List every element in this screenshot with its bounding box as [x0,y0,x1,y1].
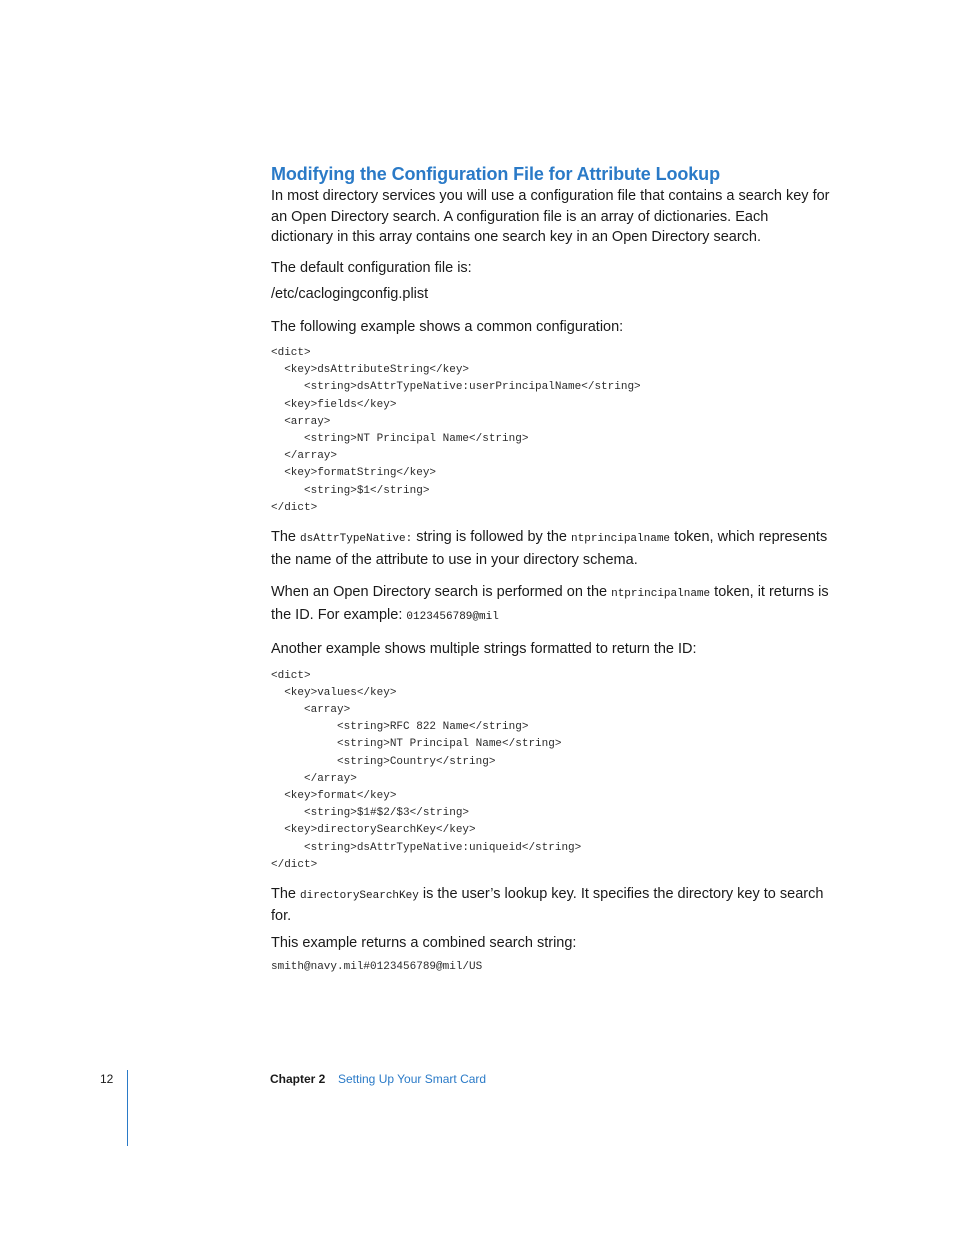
native-code-1: dsAttrTypeNative: [300,533,413,546]
search-result-paragraph [271,582,831,627]
footer-rule [127,1070,128,1146]
combined-code: smith@navy.mil#0123456789@mil/US [271,961,483,974]
search-code-1: ntprincipalname [611,588,711,601]
code-block-2: <dict> <key>values</key> <array> <string>RFC 822 Name</string> <string>NT Principal Name</string> <string>Country</string> </array> <key>format</key> <string>$1#$2/$3</string> <key>directorySearchKey</key> <string>dsAttrTypeNative:uniqueid</string> </dict> [271,669,582,871]
page-content [271,162,831,977]
intro-paragraph: In most directory services you will use a configuration file that contains a search key for an Open Directory search. A configuration file is an array of dictionaries. Each dictionary in this array contains one search key in an Open Directory search. [271,188,830,245]
native-code-2: ntprincipalname [571,533,671,546]
key-code-1: directorySearchKey [300,889,419,902]
native-text-3: token, which represents the name of the attribute to use in your directory schema. [271,529,828,568]
default-file-path: /etc/caclogingconfig.plist [271,286,429,302]
search-text-1: When an Open Directory search is performed on the [271,584,612,601]
search-text-2: token, it returns is the ID. For example: [271,584,829,623]
key-text-1: The [271,885,301,902]
lookup-key-paragraph [271,884,831,927]
chapter-label: Chapter 2 [270,1072,326,1086]
native-token-paragraph [271,527,831,570]
chapter-title: Setting Up Your Smart Card [338,1072,487,1086]
code-block-1: <dict> <key>dsAttributeString</key> <string>dsAttrTypeNative:userPrincipalName</string> <key>fields</key> <array> <string>NT Principal Name</string> </array> <key>formatString</key> <string>$1</string> </dict> [271,347,641,514]
section-heading: Modifying the Configuration File for Attribute Lookup [271,164,720,184]
native-text-1: The [271,529,301,546]
page-number: 12 [100,1072,114,1086]
example1-intro: The following example shows a common configuration: [271,318,624,335]
example2-intro: Another example shows multiple strings formatted to return the ID: [271,641,697,658]
native-text-2: string is followed by the [412,529,572,546]
search-code-2: 0123456789@mil [406,610,499,623]
default-file-label: The default configuration file is: [271,259,472,276]
key-text-2: is the user’s lookup key. It specifies the directory key to search for. [271,885,824,925]
combined-intro: This example returns a combined search string: [271,934,577,951]
